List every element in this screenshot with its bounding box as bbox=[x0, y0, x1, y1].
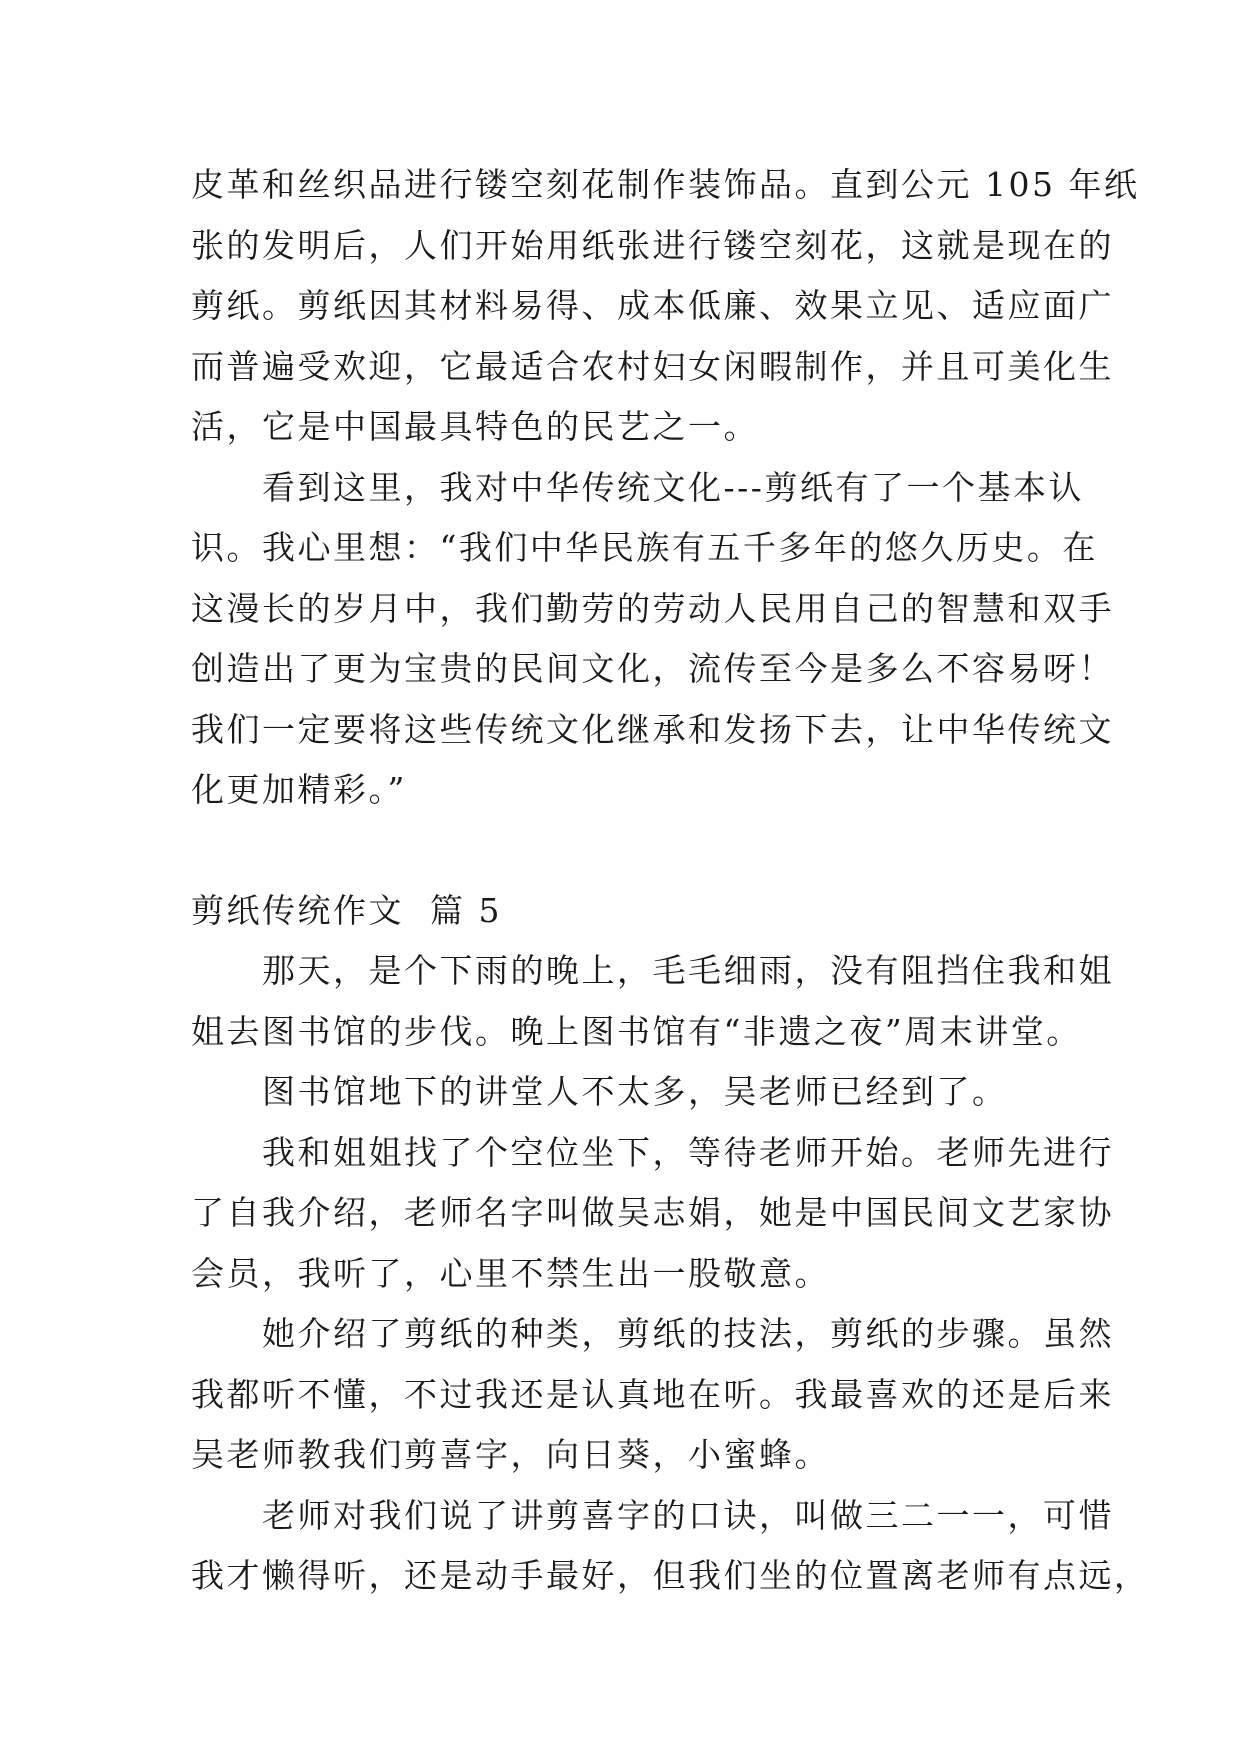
text-line: 我们一定要将这些传统文化继承和发扬下去，让中华传统文 bbox=[191, 709, 1114, 749]
text-line: 活，它是中国最具特色的民艺之一。 bbox=[191, 407, 759, 446]
paragraph-2 bbox=[191, 458, 1114, 821]
text-line: 姐去图书馆的步伐。晚上图书馆有“非遗之夜”周末讲堂。 bbox=[191, 1011, 1082, 1051]
text-line: 创造出了更为宝贵的民间文化，流传至今是多么不容易呀！ bbox=[191, 649, 1114, 688]
paragraph-5 bbox=[191, 1123, 1114, 1305]
text-line: 她介绍了剪纸的种类，剪纸的技法，剪纸的步骤。虽然 bbox=[191, 1314, 1114, 1353]
text-line: 皮革和丝织品进行镂空刻花制作装饰品。直到公元 105 年纸 bbox=[191, 165, 1140, 204]
text-line: 我才懒得听，还是动手最好，但我们坐的位置离老师有点远， bbox=[191, 1556, 1150, 1595]
paragraph-4 bbox=[191, 1062, 1061, 1123]
text-line: 吴老师教我们剪喜字，向日葵，小蜜蜂。 bbox=[191, 1435, 830, 1474]
section-spacer bbox=[191, 821, 1061, 881]
text-line: 了自我介绍，老师名字叫做吴志娟，她是中国民间文艺家协 bbox=[191, 1193, 1114, 1232]
text-line: 张的发明后，人们开始用纸张进行镂空刻花，这就是现在的 bbox=[191, 225, 1114, 265]
essay-body bbox=[191, 155, 1150, 1607]
paragraph-1 bbox=[191, 155, 1140, 458]
text-line: 这漫长的岁月中，我们勤劳的劳动人民用自己的智慧和双手 bbox=[191, 588, 1114, 628]
section-heading: 剪纸传统作文 篇 5 bbox=[191, 890, 502, 930]
text-line: 我和姐姐找了个空位坐下，等待老师开始。老师先进行 bbox=[191, 1132, 1114, 1172]
text-line: 图书馆地下的讲堂人不太多，吴老师已经到了。 bbox=[191, 1072, 1008, 1111]
text-line: 而普遍受欢迎，它最适合农村妇女闲暇制作，并且可美化生 bbox=[191, 346, 1114, 386]
text-line: 老师对我们说了讲剪喜字的口诀，叫做三二一一，可惜 bbox=[191, 1495, 1114, 1535]
text-line: 会员，我听了，心里不禁生出一股敬意。 bbox=[191, 1253, 830, 1293]
text-line: 识。我心里想：“我们中华民族有五千多年的悠久历史。在 bbox=[191, 528, 1098, 567]
text-line: 剪纸。剪纸因其材料易得、成本低廉、效果立见、适应面广 bbox=[191, 286, 1114, 325]
paragraph-7 bbox=[191, 1486, 1150, 1607]
text-line: 化更加精彩。” bbox=[191, 770, 407, 809]
text-line: 我都听不懂，不过我还是认真地在听。我最喜欢的还是后来 bbox=[191, 1374, 1114, 1414]
paragraph-6 bbox=[191, 1304, 1114, 1486]
paragraph-3 bbox=[191, 941, 1114, 1062]
text-line: 那天，是个下雨的晚上，毛毛细雨，没有阻挡住我和姐 bbox=[191, 951, 1114, 990]
text-line: 看到这里，我对中华传统文化---剪纸有了一个基本认 bbox=[191, 467, 1084, 507]
